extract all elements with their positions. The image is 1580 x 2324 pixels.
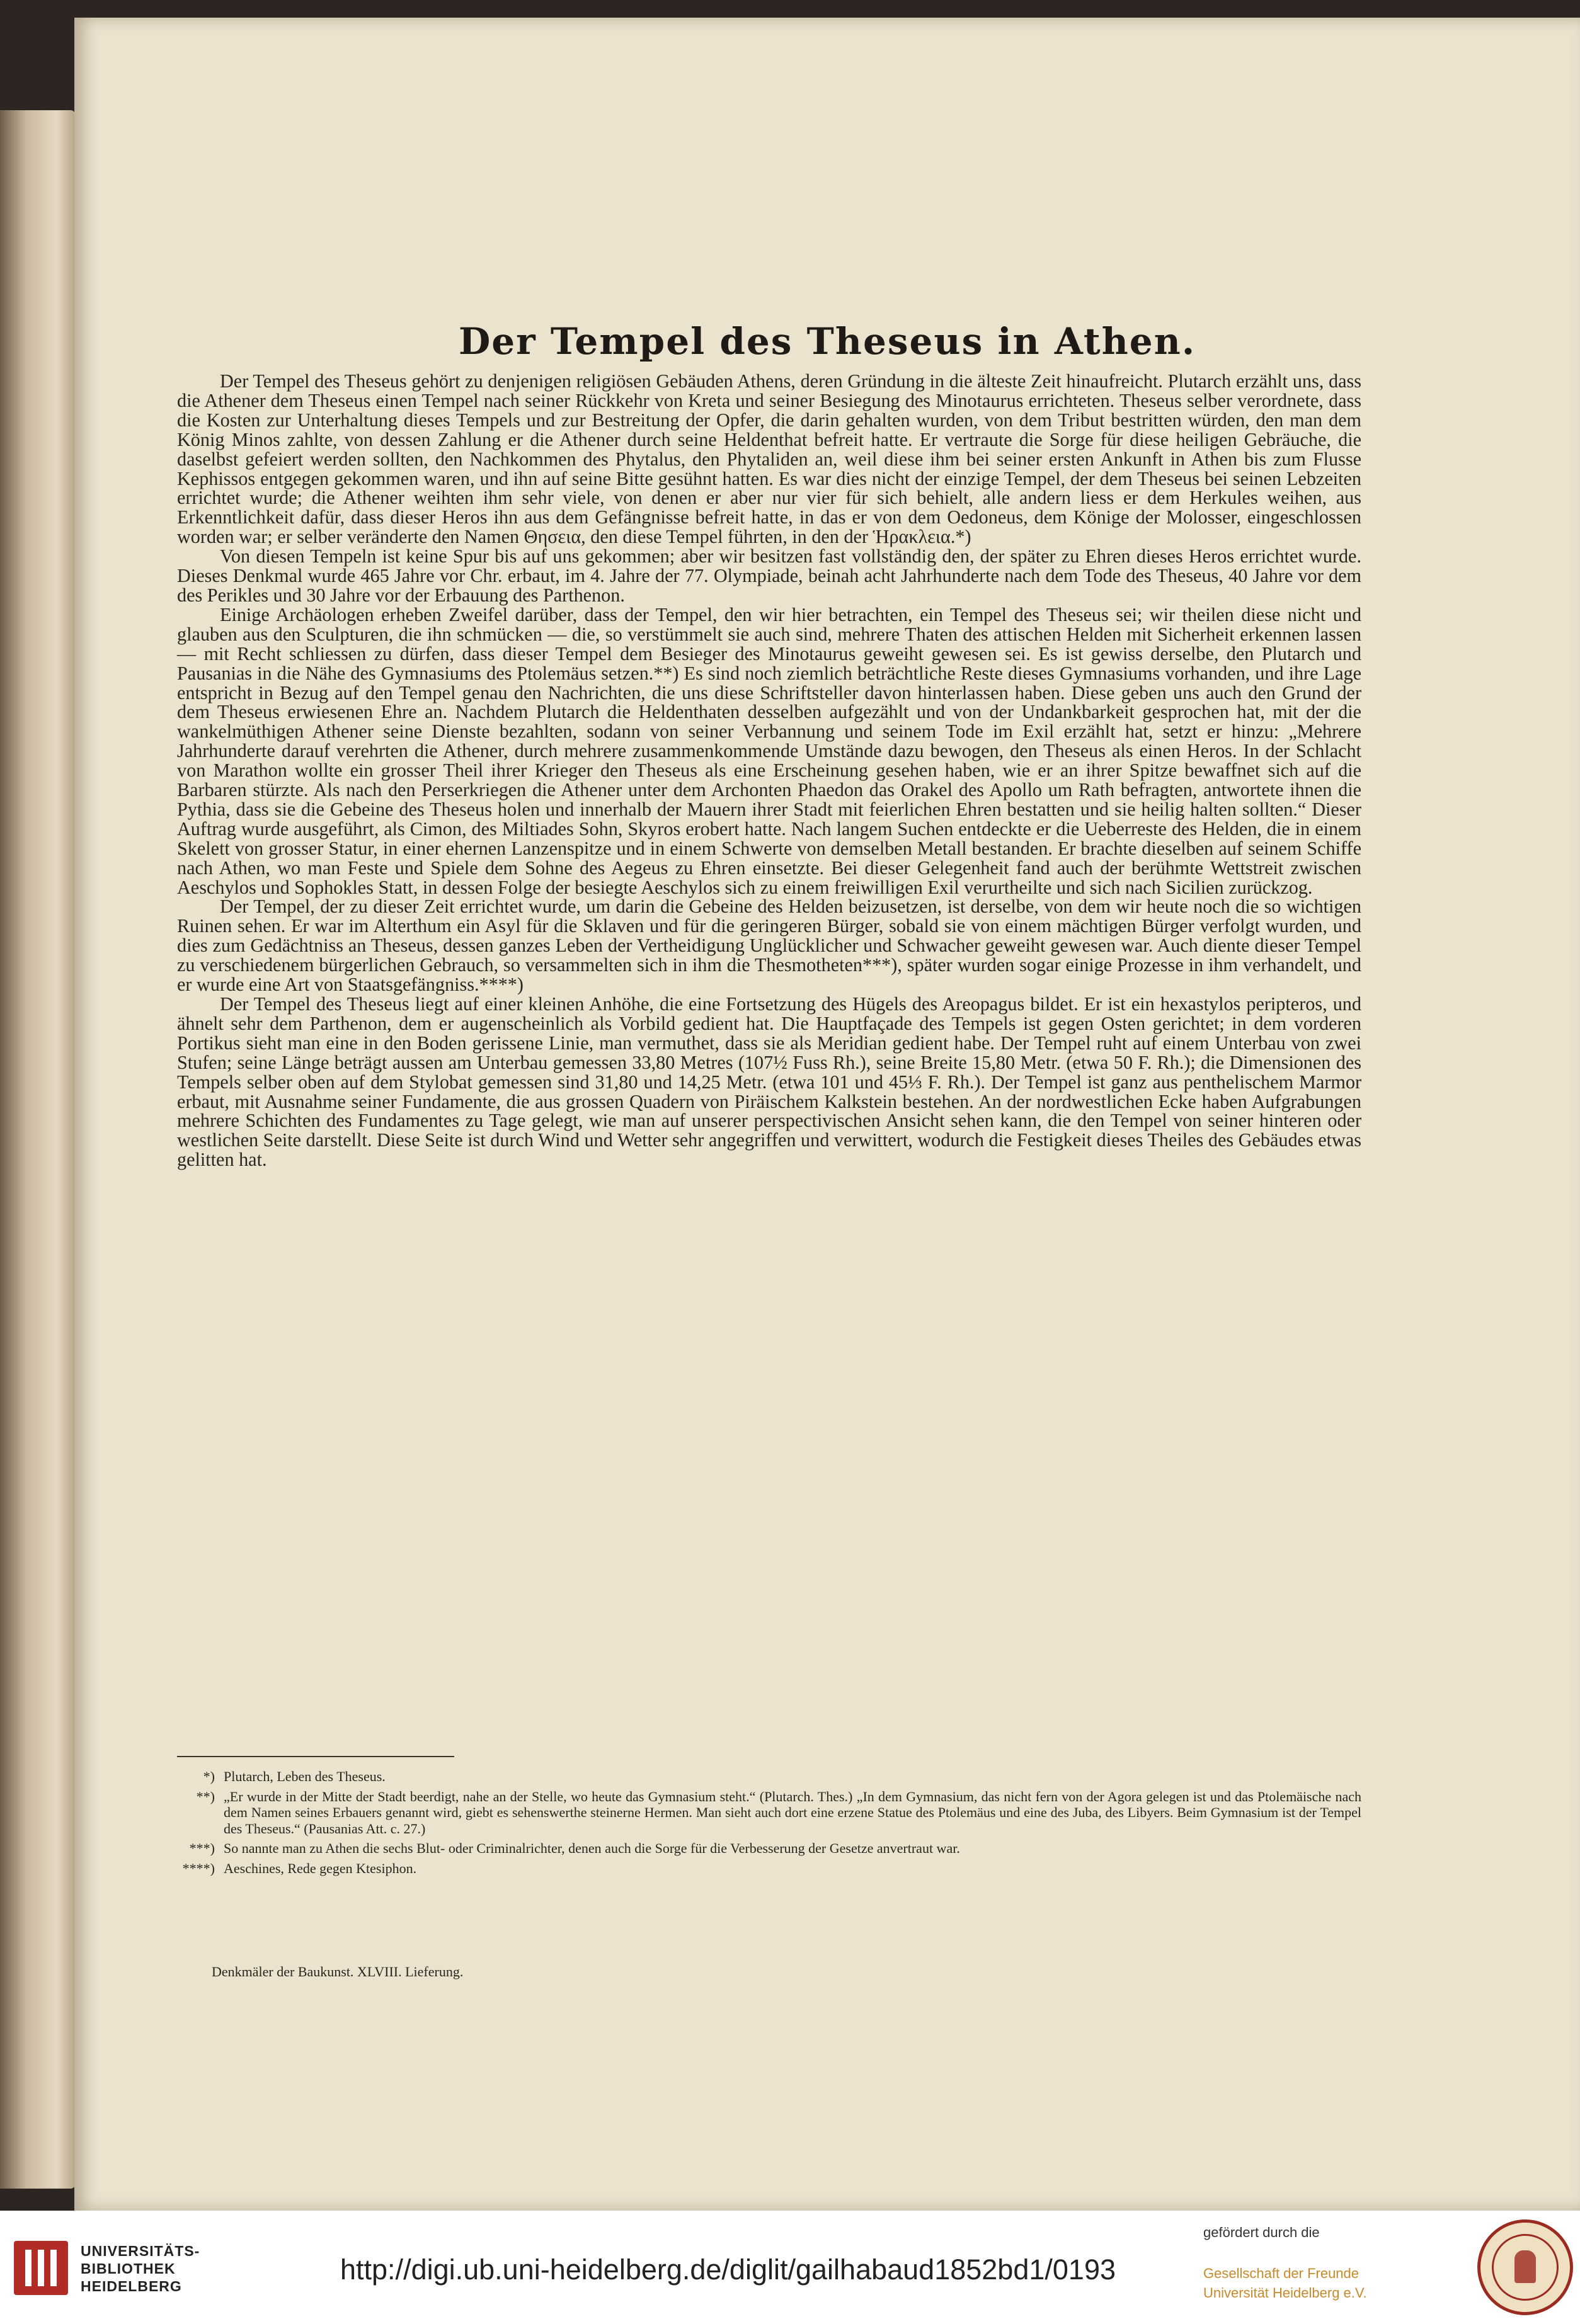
scanned-page <box>74 18 1580 2211</box>
sponsor-label: gefördert durch die <box>1203 2224 1320 2240</box>
footnote-3 <box>177 1840 1361 1857</box>
library-name[interactable] <box>81 2242 200 2295</box>
page-title: Der Tempel des Theseus in Athen. <box>458 320 1196 363</box>
paragraph-4: Der Tempel, der zu dieser Zeit errichtet wurde, um darin die Gebeine des Helden beizusetzen, ist derselbe, von dem wir heute noch die so wichtigen Ruinen sehen. Er war im Alterthum ein Asyl für die Sklaven und für die geringeren Bürger, sobald sie von einem mächtigen Bürger verfolgt wurden, und dies zum Gedächtniss an Theseus, dessen ganzes Leben der Vertheidigung Unglücklicher und Schwacher geweiht gewesen war. Auch diente dieser Tempel zu verschiedenem bürgerlichen Gebrauch, so versammelten sich in ihm die Thesmotheten***), später wurden sogar einige Prozesse in ihm verhandelt, und er wurde eine Art von Staatsgefängniss.****) <box>177 896 1361 996</box>
footnote-text: So nannte man zu Athen die sechs Blut- oder Criminalrichter, denen auch die Sorge für die Verbesserung der Gesetze anvertraut war. <box>224 1840 960 1856</box>
university-seal-icon[interactable] <box>1477 2219 1573 2315</box>
permalink-url[interactable]: http://digi.ub.uni-heidelberg.de/diglit/gailhabaud1852bd1/0193 <box>340 2253 1116 2286</box>
footnote-text: „Er wurde in der Mitte der Stadt beerdigt, nahe an der Stelle, wo heute das Gymnasium steht.“ (Plutarch. Thes.) „In dem Gymnasium, das nicht fern von der Agora gelegen ist und das Ptolemäische nach dem Namen seines Erbauers genannt wird, giebt es sehenswerthe steinerne Hermen. Man sieht auch dort eine erzene Statue des Ptolemäus und eine des Juba, des Libyers. Beim Gymnasium ist der Tempel des Theseus.“ (Pausanias Att. c. 27.) <box>224 1788 1361 1837</box>
library-name-line: BIBLIOTHEK <box>81 2260 176 2277</box>
footnote-4 <box>177 1860 1361 1877</box>
footnote-mark: *) <box>203 1769 215 1784</box>
footnote-mark: **) <box>196 1788 215 1804</box>
paragraph-3: Einige Archäologen erheben Zweifel darüber, dass der Tempel, den wir hier betrachten, ein Tempel des Theseus sei; wir theilen diese nicht und glauben aus den Sculpturen, die ihn schmücken — die, so verstümmelt sie auch sind, mehrere Thaten des attischen Helden mit Sicherheit erkennen lassen — mit Recht schliessen zu dürfen, dass dieser Tempel dem Besieger des Minotaurus geweiht gewesen sei. Es ist gewiss derselbe, den Plutarch und Pausanias in die Nähe des Gymnasiums des Ptolemäus setzen.**) Es sind noch ziemlich beträchtliche Reste dieses Gymnasiums vorhanden, und ihre Lage entspricht in Bezug auf den Tempel genau den Nachrichten, die uns diese Schriftsteller davon hinterlassen haben. Diese geben uns auch den Grund der dem Theseus erwiesenen Ehre an. Nachdem Plutarch die Heldenthaten desselben aufgezählt und von der Undankbarkeit gesprochen hat, mit der die wankelmüthigen Athener seine Dienste bezahlten, sodann von seiner Verbannung und seinem Tode im Exil erzählt hat, setzt er hinzu: „Mehrere Jahrhunderte darauf verehrten die Athener, durch mehrere zusammenkommende Umstände dazu bewogen, den Theseus als einen Heros. In der Schlacht von Marathon wollte ein grosser Theil ihrer Krieger den Theseus als eine Erscheinung gesehen haben, wie er an ihrer Spitze bewaffnet sich auf die Barbaren stürzte. Als nach den Perserkriegen die Athener unter dem Archonten Phaedon das Orakel des Apollo um Rath befragten, antwortete ihnen die Pythia, dass sie die Gebeine des Theseus holen und innerhalb der Mauern ihrer Stadt mit feierlichen Ehren bestatten und sie heilig halten sollten.“ Dieser Auftrag wurde ausgeführt, als Cimon, des Miltiades Sohn, Skyros erobert hatte. Nach langem Suchen entdeckte er die Ueberreste des Helden, die in einem Skelett von grosser Statur, in einer ehernen Lanzenspitze und in einem Schwerte von demselben Metall bestanden. Er brachte dieselben auf seinem Schiffe nach Athen, wo man Feste und Spiele dem Sohne des Aegeus zu Ehren einsetzte. Bei dieser Gelegenheit fand auch der berühmte Wettstreit zwischen Aeschylos und Sophokles Statt, in dessen Folge der besiegte Aeschylos sich zu einem freiwilligen Exil verurtheilte und sich nach Sicilien zurückzog. <box>177 603 1361 898</box>
footnote-mark: ****) <box>182 1860 215 1876</box>
book-edge <box>0 110 76 2189</box>
paragraph-2: Von diesen Tempeln ist keine Spur bis auf uns gekommen; aber wir besitzen fast vollständig den, der später zu Ehren dieses Heros errichtet wurde. Dieses Denkmal wurde 465 Jahre vor Chr. erbaut, im 4. Jahre der 77. Olympiade, beinah acht Jahrhunderte nach dem Tode des Theseus, 40 Jahre vor dem des Perikles und 30 Jahre vor der Erbauung des Parthenon. <box>177 545 1361 606</box>
footnote-rule <box>177 1756 454 1757</box>
footnote-text: Plutarch, Leben des Theseus. <box>224 1769 386 1784</box>
library-name-line: HEIDELBERG <box>81 2278 182 2294</box>
footer-bar <box>0 2211 1580 2324</box>
footnote-text: Aeschines, Rede gegen Ktesiphon. <box>224 1860 417 1876</box>
paragraph-5: Der Tempel des Theseus liegt auf einer kleinen Anhöhe, die eine Fortsetzung des Hügels des Areopagus bildet. Er ist ein hexastylos peripteros, und ähnelt sehr dem Parthenon, dem er augenscheinlich als Vorbild gedient hat. Die Hauptfaçade des Tempels ist gegen Osten gerichtet; in dem vorderen Portikus sieht man eine in den Boden gerissene Linie, man vermuthet, dass sie als Meridian gedient habe. Der Tempel ruht auf einem Unterbau von zwei Stufen; seine Länge beträgt aussen am Unterbau gemessen 33,80 Metres (107½ Fuss Rh.), seine Breite 15,80 Metr. (etwa 50 F. Rh.); die Dimensionen des Tempels selber oben auf dem Stylobat gemessen sind 31,80 und 14,25 Metr. (etwa 101 und 45⅓ F. Rh.). Der Tempel ist ganz aus penthelischem Marmor erbaut, mit Ausnahme seiner Fundamente, die aus grossen Quadern von Piräischem Kalkstein bestehen. An der nordwestlichen Ecke haben Aufgrabungen mehrere Schichten des Fundamentes zu Tage gelegt, wie man auf unserer perspectivischen Ansicht sehen kann, die den Tempel von seiner hinteren oder westlichen Seite darstellt. Diese Seite ist durch Wind und Wetter sehr angegriffen und verwittert, wodurch die Festigkeit dieses Theiles des Gebäudes etwas gelitten hat. <box>177 993 1361 1171</box>
university-library-logo-icon[interactable] <box>14 2241 68 2295</box>
footnote-2 <box>177 1789 1361 1837</box>
library-name-line: UNIVERSITÄTS- <box>81 2243 200 2259</box>
society-name-line: Gesellschaft der Freunde <box>1203 2265 1360 2281</box>
footnote-1 <box>177 1769 1361 1785</box>
paragraph-1: Der Tempel des Theseus gehört zu denjenigen religiösen Gebäuden Athens, deren Gründung in die älteste Zeit hinaufreicht. Plutarch erzählt uns, dass die Athener dem Theseus einen Tempel nach seiner Rückkehr von Kreta und seiner Besiegung des Minotaurus errichteten. Theseus selber verordnete, dass die Kosten zur Unterhaltung dieses Tempels und zur Bestreitung der Opfer, die darin gehalten wurden, von dem Tribut bestritten würden, den man dem König Minos zahlte, von dessen Zahlung er die Athener durch seine Heldenthat befreit hatte. Er vertraute die Sorge für diese heiligen Gebräuche, die daselbst gefeiert werden sollten, den Nachkommen des Phytalus, den Phytaliden an, weil diese ihm bei seiner ersten Ankunft in Athen bis zum Flusse Kephissos entgegen gekommen waren, und ihn auf seine Bitte gesühnt hatten. Es war dies nicht der einzige Tempel, der dem Theseus bei seinen Lebzeiten errichtet wurde; die Athener weihten ihm sehr viele, von denen er aber nur vier für sich behielt, alle andern liess er dem Herkules weihen, aus Erkenntlichkeit dafür, dass dieser Heros ihn aus dem Gefängnisse befreit hatte, in das er von dem Oedoneus, dem Könige der Molosser, eingeschlossen worden war; er selber veränderte den Namen Θησεια, den diese Tempel führten, in den der Ἡρακλεια.*) <box>177 370 1361 548</box>
society-name[interactable] <box>1203 2264 1367 2303</box>
society-name-line: Universität Heidelberg e.V. <box>1203 2285 1367 2301</box>
imprint-line: Denkmäler der Baukunst. XLVIII. Lieferung. <box>212 1964 464 1979</box>
footnote-mark: ***) <box>189 1840 215 1856</box>
article-body <box>177 372 1361 1170</box>
footnotes <box>177 1769 1361 1880</box>
